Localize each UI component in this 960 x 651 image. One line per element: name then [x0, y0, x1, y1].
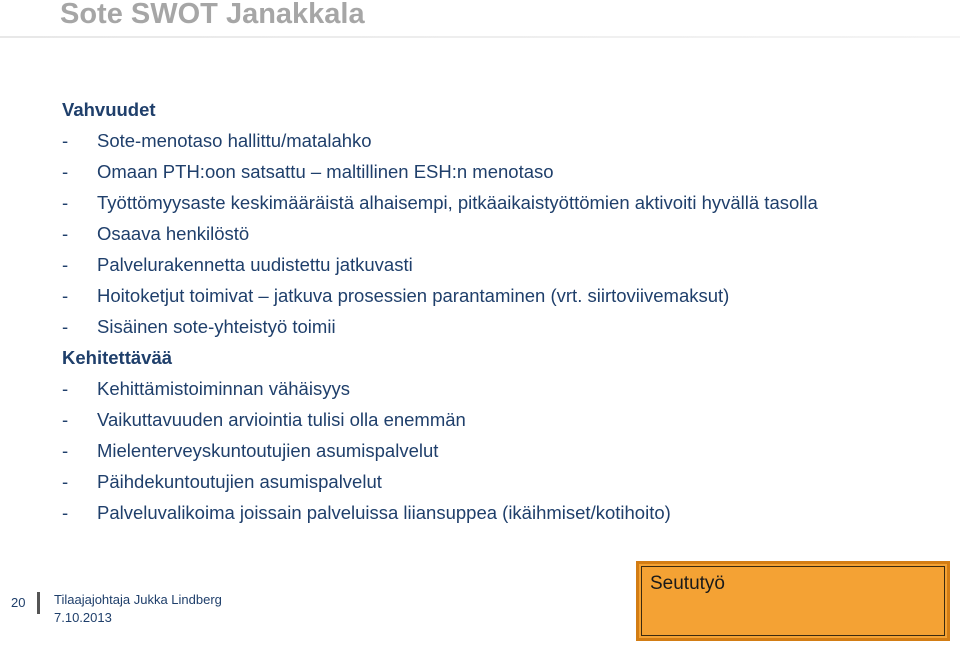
list-dash: -: [62, 316, 69, 337]
list-item-text: Sote-menotaso hallittu/matalahko: [97, 130, 372, 151]
list-item-text: Palvelurakennetta uudistettu jatkuvasti: [97, 254, 413, 275]
improvements-list: [62, 377, 942, 524]
list-dash: -: [62, 409, 69, 430]
improvements-heading: Kehitettävää: [62, 347, 173, 368]
footer-divider: [37, 592, 40, 614]
list-item-text: Hoitoketjut toimivat – jatkuva prosessien parantaminen (vrt. siirtoviivemaksut): [97, 285, 730, 306]
badge-inner-frame: [641, 566, 945, 636]
list-item: [62, 284, 942, 307]
page-title: Sote SWOT Janakkala: [60, 0, 365, 30]
seututyo-badge: [636, 561, 950, 641]
page-number: 20: [11, 595, 26, 610]
title-divider: [0, 36, 960, 38]
footer-date: 7.10.2013: [54, 610, 112, 625]
slide-content: [62, 98, 942, 532]
list-item-text: Palveluvalikoima joissain palveluissa liiansuppea (ikäihmiset/kotihoito): [97, 502, 671, 523]
list-dash: -: [62, 378, 69, 399]
list-item: [62, 253, 942, 276]
list-dash: -: [62, 130, 69, 151]
badge-label: Seututyö: [650, 573, 725, 594]
list-item-text: Osaava henkilöstö: [97, 223, 250, 244]
list-dash: -: [62, 223, 69, 244]
strengths-list: [62, 129, 942, 338]
list-item: [62, 191, 942, 214]
list-dash: -: [62, 285, 69, 306]
list-item: [62, 129, 942, 152]
list-item: [62, 470, 942, 493]
list-item: [62, 439, 942, 462]
list-item: [62, 222, 942, 245]
list-item-text: Mielenterveyskuntoutujien asumispalvelut: [97, 440, 439, 461]
list-dash: -: [62, 440, 69, 461]
list-dash: -: [62, 471, 69, 492]
list-item: [62, 160, 942, 183]
strengths-heading: Vahvuudet: [62, 99, 156, 120]
list-item-text: Kehittämistoiminnan vähäisyys: [97, 378, 350, 399]
list-dash: -: [62, 192, 69, 213]
list-item-text: Vaikuttavuuden arviointia tulisi olla enemmän: [97, 409, 466, 430]
list-item: [62, 501, 942, 524]
list-dash: -: [62, 161, 69, 182]
list-item: [62, 315, 942, 338]
list-item: [62, 408, 942, 431]
list-item-text: Omaan PTH:oon satsattu – maltillinen ESH:n menotaso: [97, 161, 554, 182]
list-item: [62, 377, 942, 400]
list-item-text: Päihdekuntoutujien asumispalvelut: [97, 471, 382, 492]
list-item-text: Työttömyysaste keskimääräistä alhaisempi, pitkäaikaistyöttömien aktivoiti hyvällä tasolla: [97, 192, 818, 213]
list-dash: -: [62, 254, 69, 275]
list-item-text: Sisäinen sote-yhteistyö toimii: [97, 316, 336, 337]
footer-author: Tilaajajohtaja Jukka Lindberg: [54, 592, 222, 607]
list-dash: -: [62, 502, 69, 523]
